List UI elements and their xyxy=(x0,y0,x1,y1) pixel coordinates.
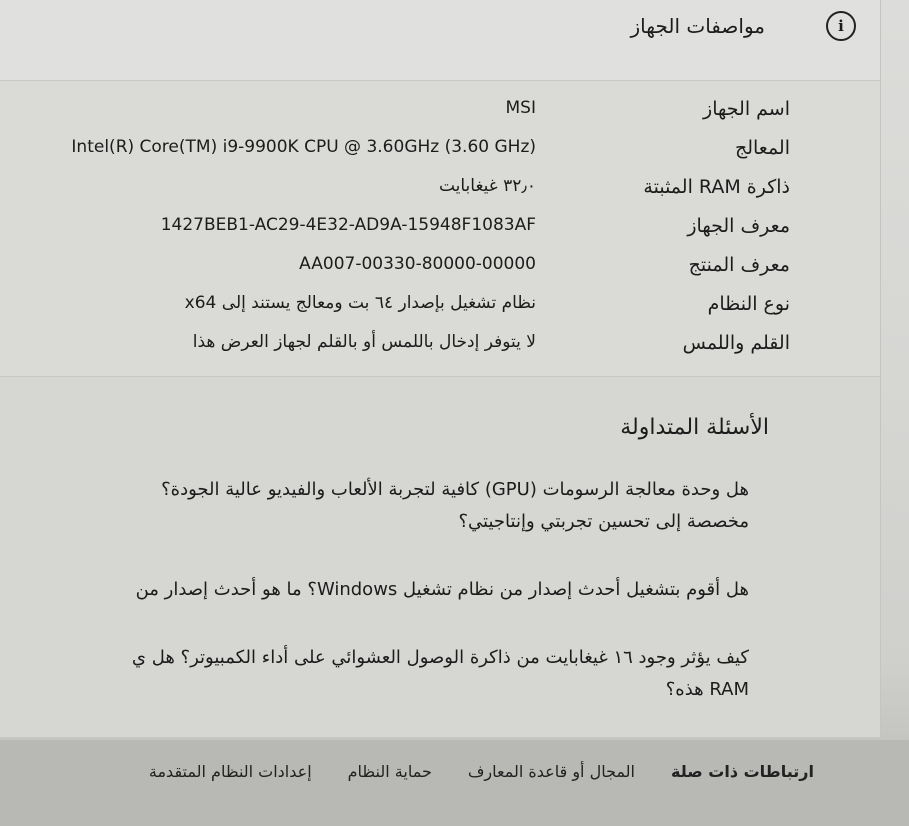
spec-row xyxy=(0,137,880,173)
info-icon: i xyxy=(826,11,856,41)
spec-label: اسم الجهاز xyxy=(703,98,790,120)
related-links xyxy=(149,762,814,781)
spec-label: المعالج xyxy=(734,137,790,159)
spec-label: ذاكرة RAM المثبتة xyxy=(643,176,790,198)
faq-title: الأسئلة المتداولة xyxy=(620,415,769,440)
faq-question[interactable] xyxy=(0,642,749,706)
question-text: RAM هذه؟ xyxy=(665,679,749,700)
section-title: مواصفات الجهاز xyxy=(630,14,765,38)
spec-row xyxy=(0,215,880,251)
faq-question[interactable] xyxy=(0,574,749,606)
spec-row xyxy=(0,293,880,329)
spec-row xyxy=(0,176,880,212)
related-links-label: ارتباطات ذات صلة xyxy=(670,762,814,781)
link-system-protection[interactable]: حماية النظام xyxy=(347,762,432,781)
spec-row xyxy=(0,98,880,134)
spec-label: معرف الجهاز xyxy=(687,215,790,237)
spec-value[interactable]: نظام تشغيل بإصدار ٦٤ بت ومعالج يستند إلى x64 xyxy=(184,293,536,313)
device-specs-header[interactable] xyxy=(0,0,881,81)
link-domain-workgroup[interactable]: المجال أو قاعدة المعارف xyxy=(467,762,635,781)
question-text: هل وحدة معالجة الرسومات (GPU) كافية لتجربة الألعاب والفيديو عالية الجودة؟ xyxy=(161,479,749,500)
link-advanced-system-settings[interactable]: إعدادات النظام المتقدمة xyxy=(148,762,312,781)
spec-label: القلم واللمس xyxy=(682,332,790,354)
related-links-bar xyxy=(0,740,909,826)
spec-value[interactable]: 00330-80000-00000-AA007 xyxy=(299,254,536,274)
spec-label: معرف المنتج xyxy=(688,254,790,276)
spec-value[interactable]: Intel(R) Core(TM) i9-9900K CPU @ 3.60GHz (3.60 GHz) xyxy=(71,137,536,157)
spec-row xyxy=(0,332,880,368)
spec-value[interactable]: ٣٢٫٠ غيغابايت xyxy=(438,176,536,196)
question-text: هل أقوم بتشغيل أحدث إصدار من نظام تشغيل Windows؟ ما هو أحدث إصدار من xyxy=(135,579,749,600)
spec-value[interactable]: 1427BEB1-AC29-4E32-AD9A-15948F1083AF xyxy=(160,215,536,235)
spec-value[interactable]: لا يتوفر إدخال باللمس أو بالقلم لجهاز العرض هذا xyxy=(192,332,536,352)
faq-question[interactable] xyxy=(0,474,749,538)
question-text: كيف يؤثر وجود ١٦ غيغابايت من ذاكرة الوصول العشوائي على أداء الكمبيوتر؟ هل ي xyxy=(131,647,749,668)
spec-label: نوع النظام xyxy=(707,293,790,315)
spec-value[interactable]: MSI xyxy=(505,98,536,118)
spec-row xyxy=(0,254,880,290)
question-text: مخصصة إلى تحسين تجربتي وإنتاجيتي؟ xyxy=(458,511,749,532)
